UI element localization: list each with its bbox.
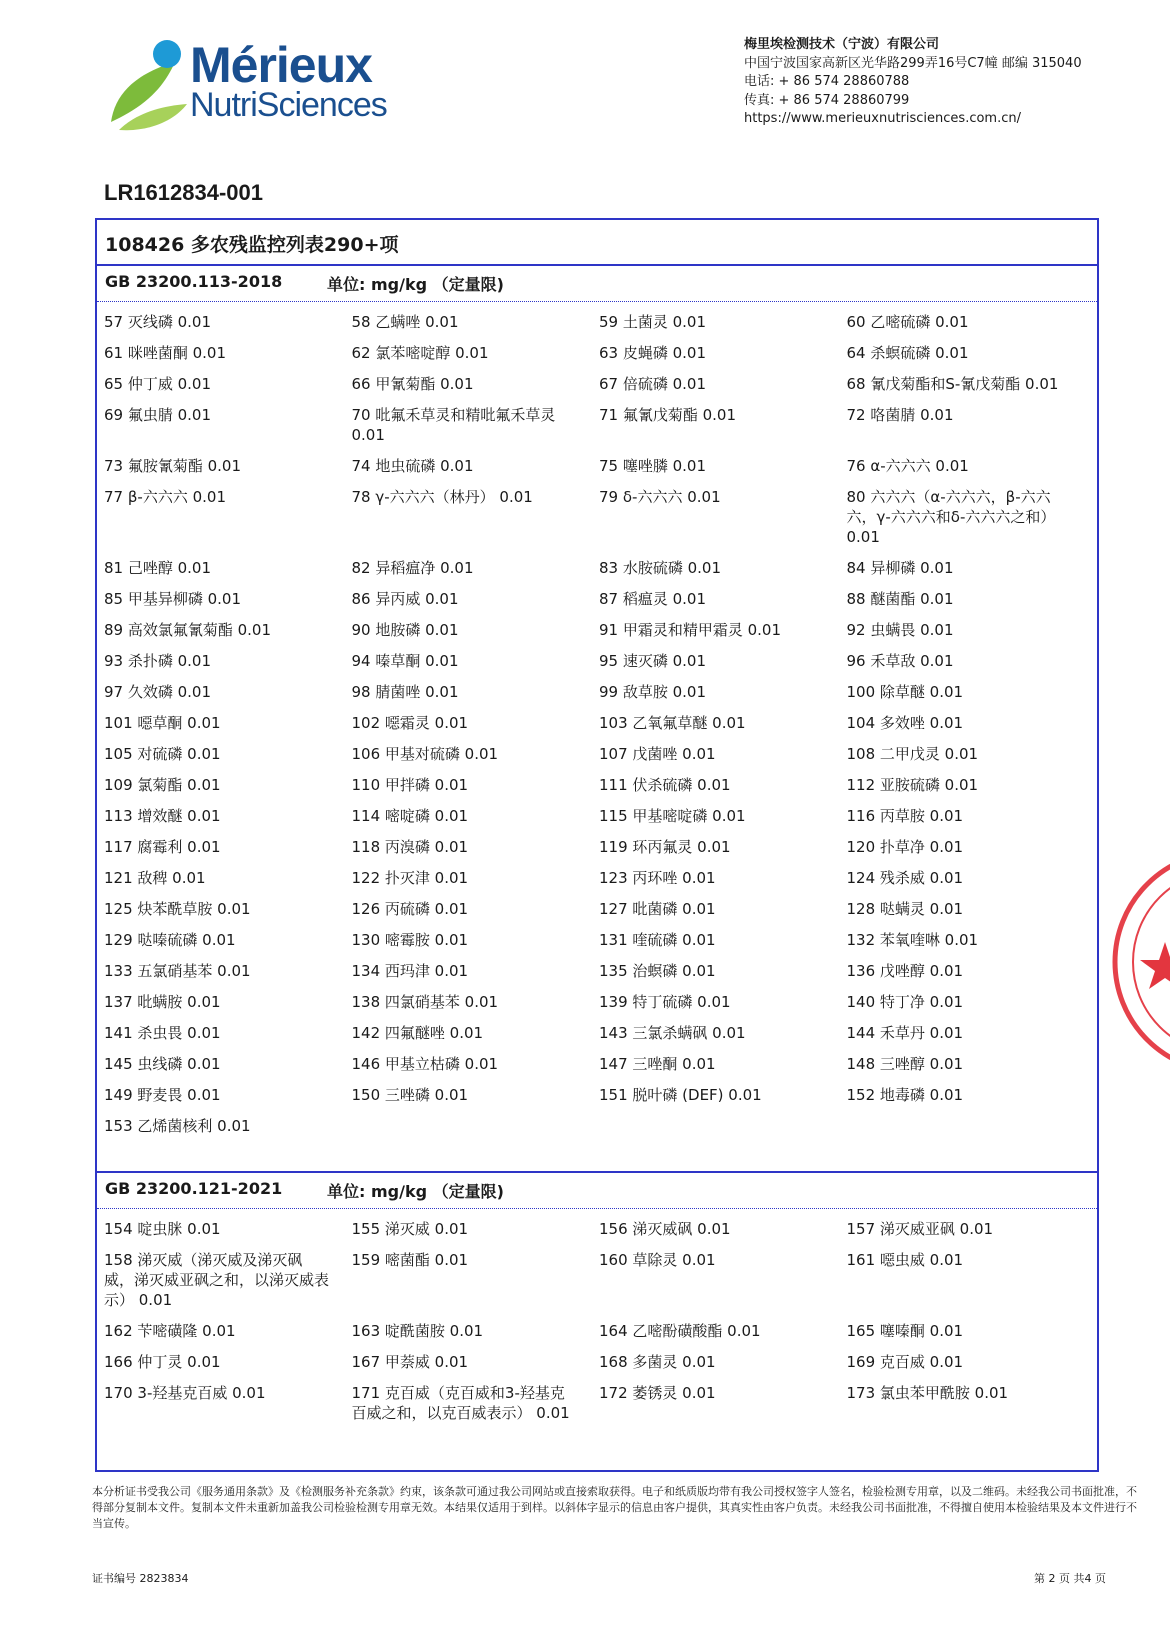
analyte-item: 123 丙环唑 0.01: [599, 869, 716, 887]
analyte-item: 165 噻嗪酮 0.01: [846, 1322, 964, 1340]
list-title: 108426 多农残监控列表290+项: [97, 220, 1097, 266]
standard-code: GB 23200.121-2021: [105, 1179, 283, 1198]
analyte-item: 105 对硫磷 0.01: [104, 745, 221, 763]
analyte-item: 73 氟胺氰菊酯 0.01: [104, 457, 242, 475]
analyte-item: 144 禾草丹 0.01: [846, 1024, 964, 1042]
results-frame: [95, 218, 1099, 1472]
analyte-item: 57 灭线磷 0.01: [104, 313, 212, 331]
analyte-item: 109 氯菊酯 0.01: [104, 776, 221, 794]
analyte-item: 71 氟氰戊菊酯 0.01: [599, 406, 737, 424]
report-id: LR1612834-001: [104, 180, 264, 205]
analyte-item: 87 稻瘟灵 0.01: [599, 590, 707, 608]
analyte-item: 75 噻唑膦 0.01: [599, 457, 707, 475]
company-phone: 电话: + 86 574 28860788: [744, 74, 910, 89]
analyte-item: 61 咪唑菌酮 0.01: [104, 344, 227, 362]
analyte-item: 111 伏杀硫磷 0.01: [599, 776, 731, 794]
analyte-item: 98 腈菌唑 0.01: [351, 683, 459, 701]
analyte-item: 97 久效磷 0.01: [104, 683, 212, 701]
analyte-item: 158 涕灭威（涕灭威及涕灭砜威，涕灭威亚砜之和，以涕灭威表示） 0.01: [104, 1251, 330, 1309]
analyte-item: 76 α-六六六 0.01: [846, 457, 969, 475]
analyte-item: 129 哒嗪硫磷 0.01: [104, 931, 236, 949]
analyte-item: 92 虫螨畏 0.01: [846, 621, 954, 639]
analyte-item: 89 高效氯氟氰菊酯 0.01: [104, 621, 272, 639]
analyte-item: 99 敌草胺 0.01: [599, 683, 707, 701]
analyte-item: 152 地毒磷 0.01: [846, 1086, 964, 1104]
certificate-number: 证书编号 2823834: [92, 1572, 189, 1585]
analyte-item: 172 萎锈灵 0.01: [599, 1384, 716, 1402]
analyte-item: 149 野麦畏 0.01: [104, 1086, 221, 1104]
analyte-item: 84 异柳磷 0.01: [846, 559, 954, 577]
analyte-item: 70 吡氟禾草灵和精吡氟禾草灵 0.01: [351, 406, 556, 444]
analyte-item: 103 乙氧氟草醚 0.01: [599, 714, 746, 732]
analyte-item: 132 苯氧喹啉 0.01: [846, 931, 979, 949]
section-header-1: [97, 266, 1097, 302]
analyte-item: 66 甲氰菊酯 0.01: [351, 375, 474, 393]
analyte-item: 120 扑草净 0.01: [846, 838, 964, 856]
analyte-item: 133 五氯硝基苯 0.01: [104, 962, 251, 980]
analyte-item: 171 克百威（克百威和3-羟基克百威之和，以克百威表示） 0.01: [351, 1384, 570, 1422]
analyte-item: 102 噁霜灵 0.01: [351, 714, 469, 732]
analyte-item: 146 甲基立枯磷 0.01: [351, 1055, 499, 1073]
unit-label: 单位: mg/kg （定量限): [327, 275, 504, 294]
analyte-item: 167 甲萘威 0.01: [351, 1353, 469, 1371]
analyte-item: 151 脱叶磷 (DEF) 0.01: [599, 1086, 762, 1104]
analyte-item: 116 丙草胺 0.01: [846, 807, 964, 825]
company-info: [744, 36, 1082, 129]
page-number: 第 2 页 共4 页: [1034, 1572, 1106, 1585]
company-name: 梅里埃检测技术（宁波）有限公司: [744, 37, 940, 52]
analyte-item: 88 醚菌酯 0.01: [846, 590, 954, 608]
analyte-item: 162 苄嘧磺隆 0.01: [104, 1322, 236, 1340]
analyte-item: 114 嘧啶磷 0.01: [351, 807, 469, 825]
analyte-item: 153 乙烯菌核利 0.01: [104, 1117, 251, 1135]
analyte-item: 157 涕灭威亚砜 0.01: [846, 1220, 994, 1238]
analyte-item: 160 草除灵 0.01: [599, 1251, 716, 1269]
analyte-item: 163 啶酰菌胺 0.01: [351, 1322, 484, 1340]
analyte-item: 106 甲基对硫磷 0.01: [351, 745, 499, 763]
analyte-item: 112 亚胺硫磷 0.01: [846, 776, 979, 794]
analyte-item: 141 杀虫畏 0.01: [104, 1024, 221, 1042]
analyte-item: 118 丙溴磷 0.01: [351, 838, 469, 856]
company-website[interactable]: https://www.merieuxnutrisciences.com.cn/: [744, 111, 1021, 126]
analyte-item: 79 δ-六六六 0.01: [599, 488, 721, 506]
analyte-item: 126 丙硫磷 0.01: [351, 900, 469, 918]
analyte-item: 173 氯虫苯甲酰胺 0.01: [846, 1384, 1009, 1402]
analyte-item: 80 六六六（α-六六六，β-六六六，γ-六六六和δ-六六六之和） 0.01: [846, 488, 1056, 546]
analyte-item: 83 水胺硫磷 0.01: [599, 559, 722, 577]
analyte-item: 131 喹硫磷 0.01: [599, 931, 716, 949]
analyte-item: 107 戊菌唑 0.01: [599, 745, 716, 763]
analyte-item: 104 多效唑 0.01: [846, 714, 964, 732]
analyte-item: 62 氯苯嘧啶醇 0.01: [351, 344, 489, 362]
analyte-item: 156 涕灭威砜 0.01: [599, 1220, 731, 1238]
analyte-item: 108 二甲戊灵 0.01: [846, 745, 979, 763]
analyte-item: 154 啶虫脒 0.01: [104, 1220, 221, 1238]
analyte-item: 124 残杀威 0.01: [846, 869, 964, 887]
analyte-grid-2: [102, 1213, 1092, 1428]
analyte-item: 119 环丙氟灵 0.01: [599, 838, 731, 856]
analyte-item: 63 皮蝇磷 0.01: [599, 344, 707, 362]
analyte-item: 59 土菌灵 0.01: [599, 313, 707, 331]
analyte-item: 147 三唑酮 0.01: [599, 1055, 716, 1073]
analyte-item: 95 速灭磷 0.01: [599, 652, 707, 670]
analyte-item: 139 特丁硫磷 0.01: [599, 993, 731, 1011]
analyte-item: 143 三氯杀螨砜 0.01: [599, 1024, 746, 1042]
analyte-item: 140 特丁净 0.01: [846, 993, 964, 1011]
analyte-item: 169 克百威 0.01: [846, 1353, 964, 1371]
analyte-item: 170 3-羟基克百威 0.01: [104, 1384, 266, 1402]
analyte-item: 85 甲基异柳磷 0.01: [104, 590, 242, 608]
analyte-item: 74 地虫硫磷 0.01: [351, 457, 474, 475]
analyte-item: 137 吡螨胺 0.01: [104, 993, 221, 1011]
analyte-item: 93 杀扑磷 0.01: [104, 652, 212, 670]
analyte-item: 136 戊唑醇 0.01: [846, 962, 964, 980]
logo-leaf-icon: [105, 34, 195, 134]
analyte-item: 148 三唑醇 0.01: [846, 1055, 964, 1073]
analyte-item: 127 吡菌磷 0.01: [599, 900, 716, 918]
analyte-item: 164 乙嘧酚磺酸酯 0.01: [599, 1322, 761, 1340]
unit-label: 单位: mg/kg （定量限): [327, 1182, 504, 1201]
analyte-item: 91 甲霜灵和精甲霜灵 0.01: [599, 621, 782, 639]
analyte-item: 101 噁草酮 0.01: [104, 714, 221, 732]
section-header-2: [97, 1173, 1097, 1209]
company-logo: [105, 34, 405, 134]
analyte-item: 100 除草醚 0.01: [846, 683, 964, 701]
analyte-item: 68 氰戊菊酯和S-氰戊菊酯 0.01: [846, 375, 1059, 393]
analyte-item: 82 异稻瘟净 0.01: [351, 559, 474, 577]
analyte-item: 78 γ-六六六（林丹） 0.01: [351, 488, 533, 506]
analyte-item: 135 治螟磷 0.01: [599, 962, 716, 980]
analyte-grid-1: [102, 306, 1092, 1141]
analyte-item: 96 禾草敌 0.01: [846, 652, 954, 670]
analyte-item: 110 甲拌磷 0.01: [351, 776, 469, 794]
analyte-item: 134 西玛津 0.01: [351, 962, 469, 980]
analyte-item: 117 腐霉利 0.01: [104, 838, 221, 856]
analyte-item: 150 三唑磷 0.01: [351, 1086, 469, 1104]
analyte-item: 64 杀螟硫磷 0.01: [846, 344, 969, 362]
analyte-item: 122 扑灭津 0.01: [351, 869, 469, 887]
analyte-item: 161 噁虫威 0.01: [846, 1251, 964, 1269]
analyte-item: 115 甲基嘧啶磷 0.01: [599, 807, 746, 825]
analyte-item: 128 哒螨灵 0.01: [846, 900, 964, 918]
logo-text-merieux: Mérieux: [190, 37, 372, 93]
analyte-item: 113 增效醚 0.01: [104, 807, 221, 825]
analyte-item: 159 嘧菌酯 0.01: [351, 1251, 469, 1269]
standard-code: GB 23200.113-2018: [105, 272, 283, 291]
footer-disclaimer: 本分析证书受我公司《服务通用条款》及《检测服务补充条款》约束，该条款可通过我公司网站或直接索取获得。电子和纸质版均带有我公司授权签字人签名，检验检测专用章，以及二维码。未经我公司书面批准，不得部分复制本文件。复制本文件未重新加盖我公司检验检测专用章无效。本结果仅适用于到样。以斜体字显示的信息由客户提供，其真实性由客户负责。未经我公司书面批准，不得擅自使用本检验结果及本文件进行不当宣传。: [92, 1485, 1137, 1530]
analyte-item: 155 涕灭威 0.01: [351, 1220, 469, 1238]
company-address: 中国宁波国家高新区光华路299弄16号C7幢 邮编 315040: [744, 55, 1082, 71]
analyte-item: 60 乙嘧硫磷 0.01: [846, 313, 969, 331]
analyte-item: 125 炔苯酰草胺 0.01: [104, 900, 251, 918]
analyte-item: 77 β-六六六 0.01: [104, 488, 227, 506]
analyte-item: 168 多菌灵 0.01: [599, 1353, 716, 1371]
analyte-item: 67 倍硫磷 0.01: [599, 375, 707, 393]
analyte-item: 72 咯菌腈 0.01: [846, 406, 954, 424]
analyte-item: 69 氟虫腈 0.01: [104, 406, 212, 424]
analyte-item: 138 四氯硝基苯 0.01: [351, 993, 499, 1011]
analyte-item: 145 虫线磷 0.01: [104, 1055, 221, 1073]
company-fax: 传真: + 86 574 28860799: [744, 92, 910, 108]
analyte-item: 58 乙螨唑 0.01: [351, 313, 459, 331]
logo-text-nutrisciences: NutriSciences: [190, 86, 387, 124]
analyte-item: 121 敌稗 0.01: [104, 869, 206, 887]
inspection-stamp: [1105, 842, 1170, 1082]
analyte-item: 81 己唑醇 0.01: [104, 559, 212, 577]
analyte-item: 94 嗪草酮 0.01: [351, 652, 459, 670]
analyte-item: 90 地胺磷 0.01: [351, 621, 459, 639]
analyte-item: 166 仲丁灵 0.01: [104, 1353, 221, 1371]
analyte-item: 142 四氟醚唑 0.01: [351, 1024, 484, 1042]
analyte-item: 130 嘧霉胺 0.01: [351, 931, 469, 949]
analyte-item: 86 异丙威 0.01: [351, 590, 459, 608]
analyte-item: 65 仲丁威 0.01: [104, 375, 212, 393]
